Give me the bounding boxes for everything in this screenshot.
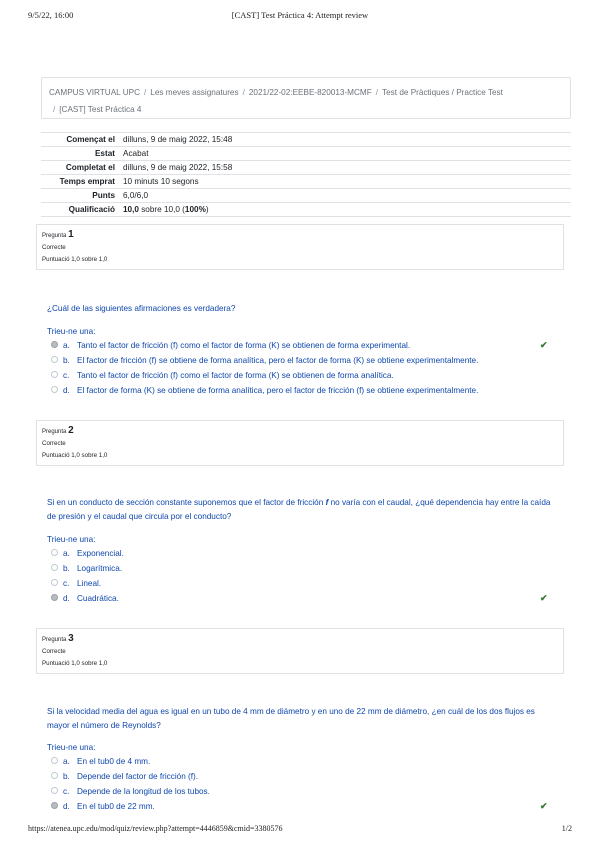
summary-value: 6,0/6,0: [123, 191, 149, 200]
summary-row: [41, 203, 571, 217]
breadcrumb-separator: /: [242, 88, 245, 97]
summary-label: Qualificació: [68, 205, 115, 214]
answer-option[interactable]: [51, 784, 561, 799]
question-state: Correcte: [42, 648, 66, 655]
answer-option[interactable]: [51, 353, 561, 368]
grade-percent: 100%: [184, 205, 206, 214]
answer-option[interactable]: [51, 799, 561, 814]
summary-label: Completat el: [65, 163, 115, 172]
summary-value: dilluns, 9 de maig 2022, 15:48: [123, 135, 233, 144]
print-datetime: 9/5/22, 16:00: [28, 10, 74, 20]
radio-button[interactable]: [51, 757, 58, 764]
question-3-info: [36, 628, 564, 674]
print-url: https://atenea.upc.edu/mod/quiz/review.php?attempt=4446859&cmid=3380576: [28, 824, 283, 833]
question-2-prompt: Trieu-ne una:: [47, 535, 96, 544]
answer-text: Depende de la longitud de los tubos.: [77, 787, 210, 796]
check-icon: ✔: [540, 593, 548, 603]
radio-button[interactable]: [51, 579, 58, 586]
question-text-part: no varía con el caudal, ¿qué dependencia hay entre la caída de presión y el caudal que circula por el conducto?: [47, 498, 551, 521]
print-title: [CAST] Test Práctica 4: Attempt review: [231, 10, 369, 20]
question-number: 3: [68, 633, 74, 644]
attempt-summary-table: [41, 132, 571, 217]
radio-button[interactable]: [51, 564, 58, 571]
answer-letter: b.: [63, 356, 70, 365]
question-label: Pregunta: [42, 637, 67, 643]
answer-letter: a.: [63, 341, 70, 350]
answer-text: En el tub0 de 22 mm.: [77, 802, 155, 811]
summary-row: [41, 133, 571, 147]
answer-letter: b.: [63, 772, 70, 781]
answer-option[interactable]: [51, 338, 561, 353]
question-2-info: [36, 420, 564, 466]
summary-label: Punts: [92, 191, 115, 200]
answer-letter: d.: [63, 594, 70, 603]
breadcrumb-quiz[interactable]: [CAST] Test Práctica 4: [59, 105, 142, 114]
answer-text: Exponencial.: [77, 549, 124, 558]
radio-button[interactable]: [51, 772, 58, 779]
answer-text: Depende del factor de fricción (f).: [77, 772, 199, 781]
radio-selected[interactable]: [51, 802, 58, 809]
answer-text: Lineal.: [77, 579, 102, 588]
breadcrumb: [41, 77, 571, 119]
answer-letter: b.: [63, 564, 70, 573]
answer-text: Tanto el factor de fricción (f) como el factor de forma (K) se obtienen de forma analítica.: [77, 371, 394, 380]
breadcrumb-separator: /: [53, 105, 56, 114]
question-1-text: ¿Cuál de las siguientes afirmaciones es verdadera?: [47, 304, 236, 313]
summary-grade: [121, 203, 571, 217]
question-3-text: Si la velocidad media del agua es igual en un tubo de 4 mm de diámetro y en uno de 22 mm de diámetro, ¿en cuál de los dos flujos es mayor el número de Reynolds?: [47, 707, 535, 730]
summary-row: [41, 147, 571, 161]
answer-letter: c.: [63, 787, 70, 796]
answer-letter: c.: [63, 579, 70, 588]
answer-option[interactable]: [51, 546, 561, 561]
check-icon: ✔: [540, 801, 548, 811]
question-2-answers: [51, 546, 561, 606]
radio-button[interactable]: [51, 549, 58, 556]
radio-button[interactable]: [51, 787, 58, 794]
question-number: 1: [68, 229, 74, 240]
summary-label: Estat: [94, 149, 115, 158]
summary-label: Començat el: [66, 135, 115, 144]
question-1-answers: [51, 338, 561, 398]
answer-option[interactable]: [51, 769, 561, 784]
radio-button[interactable]: [51, 386, 58, 393]
summary-row: [41, 161, 571, 175]
question-text-part: Si en un conducto de sección constante suponemos que el factor de fricción: [47, 498, 326, 507]
breadcrumb-course[interactable]: 2021/22-02:EEBE-820013-MCMF: [248, 88, 372, 97]
answer-option[interactable]: [51, 561, 561, 576]
answer-text: Cuadrática.: [77, 594, 119, 603]
question-label: Pregunta: [42, 233, 67, 239]
breadcrumb-my-courses[interactable]: Les meves assignatures: [150, 88, 239, 97]
question-label: Pregunta: [42, 429, 67, 435]
answer-option[interactable]: [51, 754, 561, 769]
radio-button[interactable]: [51, 356, 58, 363]
question-text-italic: f: [325, 498, 329, 507]
summary-row: [41, 189, 571, 203]
summary-value: 10 minuts 10 segons: [123, 177, 199, 186]
question-number: 2: [68, 425, 74, 436]
answer-option[interactable]: [51, 383, 561, 398]
summary-label: Temps emprat: [59, 177, 115, 186]
answer-letter: d.: [63, 802, 70, 811]
check-icon: ✔: [540, 340, 548, 350]
grade-value: 10,0: [123, 205, 139, 214]
question-mark: Puntuació 1,0 sobre 1,0: [42, 452, 108, 459]
print-footer: [28, 824, 572, 838]
answer-text: El factor de forma (K) se obtiene de forma analítica, pero el factor de fricción (f) se obtiene experimentalmente.: [77, 386, 479, 395]
answer-letter: a.: [63, 757, 70, 766]
print-header: [28, 10, 572, 24]
radio-selected[interactable]: [51, 594, 58, 601]
answer-text: En el tub0 de 4 mm.: [77, 757, 151, 766]
answer-letter: d.: [63, 386, 70, 395]
question-1-info: [36, 224, 564, 270]
question-state: Correcte: [42, 244, 66, 251]
radio-button[interactable]: [51, 371, 58, 378]
grade-mid: sobre 10,0 (: [138, 205, 185, 214]
breadcrumb-campus[interactable]: CAMPUS VIRTUAL UPC: [49, 88, 140, 97]
answer-text: Tanto el factor de fricción (f) como el factor de forma (K) se obtienen de forma experimental.: [77, 341, 411, 350]
answer-text: Logarítmica.: [77, 564, 123, 573]
answer-option[interactable]: [51, 368, 561, 383]
print-page-number: 1/2: [561, 824, 572, 833]
breadcrumb-separator: /: [375, 88, 379, 97]
question-1-prompt: Trieu-ne una:: [47, 327, 96, 336]
breadcrumb-separator: /: [144, 88, 147, 97]
grade-end: ): [205, 205, 209, 214]
summary-value: dilluns, 9 de maig 2022, 15:58: [123, 163, 233, 172]
answer-option[interactable]: [51, 576, 561, 591]
summary-value: Acabat: [123, 149, 149, 158]
summary-row: [41, 175, 571, 189]
breadcrumb-section[interactable]: Test de Pràctiques / Practice Test: [382, 88, 503, 97]
answer-text: El factor de fricción (f) se obtiene de forma analítica, pero el factor de forma (K) se obtiene experimentalmente.: [77, 356, 479, 365]
question-mark: Puntuació 1,0 sobre 1,0: [42, 660, 108, 667]
question-3-prompt: Trieu-ne una:: [47, 743, 96, 752]
answer-option[interactable]: [51, 591, 561, 606]
question-mark: Puntuació 1,0 sobre 1,0: [42, 256, 108, 263]
question-state: Correcte: [42, 440, 66, 447]
radio-selected[interactable]: [51, 341, 58, 348]
answer-letter: a.: [63, 549, 70, 558]
question-3-answers: [51, 754, 561, 814]
answer-letter: c.: [63, 371, 70, 380]
question-2-text: [47, 496, 557, 524]
